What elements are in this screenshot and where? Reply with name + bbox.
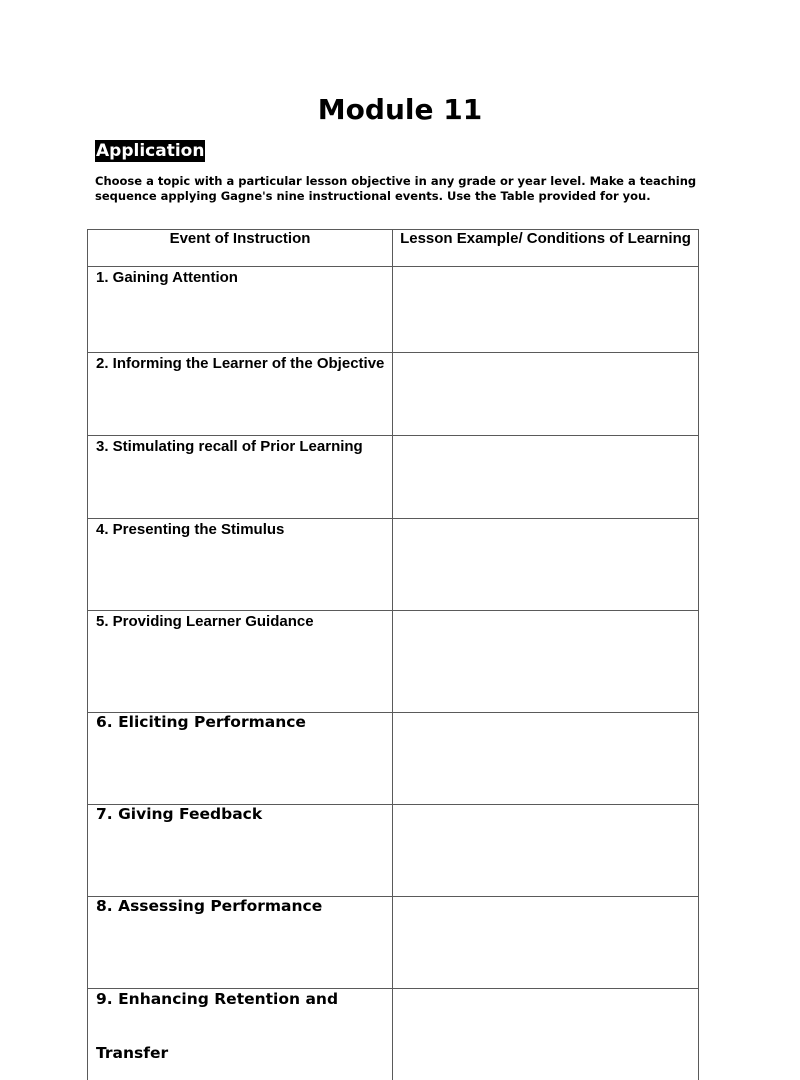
column-header-event: Event of Instruction — [88, 230, 393, 267]
lesson-example-cell[interactable] — [393, 436, 699, 519]
column-header-lesson-example: Lesson Example/ Conditions of Learning — [393, 230, 699, 267]
event-label: 1. Gaining Attention — [88, 267, 392, 288]
lesson-example-cell[interactable] — [393, 989, 699, 1080]
table-row — [88, 519, 699, 611]
event-label: 6. Eliciting Performance — [88, 713, 392, 731]
table-row — [88, 267, 699, 353]
event-cell — [88, 519, 393, 611]
table-header-row — [88, 230, 699, 267]
table-row — [88, 713, 699, 805]
lesson-example-cell[interactable] — [393, 897, 699, 989]
table-row — [88, 611, 699, 713]
event-label: 9. Enhancing Retention and Transfer — [88, 972, 392, 1080]
event-cell — [88, 436, 393, 519]
event-cell — [88, 989, 393, 1080]
event-label: 8. Assessing Performance — [88, 897, 392, 915]
event-label: 3. Stimulating recall of Prior Learning — [88, 436, 392, 457]
event-cell — [88, 805, 393, 897]
lesson-example-cell[interactable] — [393, 805, 699, 897]
event-cell — [88, 353, 393, 436]
table-row — [88, 353, 699, 436]
lesson-example-cell[interactable] — [393, 267, 699, 353]
event-cell — [88, 611, 393, 713]
table-row — [88, 436, 699, 519]
page-title: Module 11 — [0, 92, 800, 128]
event-label: 4. Presenting the Stimulus — [88, 519, 392, 540]
table-row — [88, 805, 699, 897]
instructions-text: Choose a topic with a particular lesson objective in any grade or year level. Make a teaching sequence applying Gagne's nine instructional events. Use the Table provided for you. — [95, 174, 705, 203]
section-heading: Application — [95, 140, 205, 162]
table-row — [88, 989, 699, 1080]
event-cell — [88, 267, 393, 353]
event-label: 7. Giving Feedback — [88, 805, 392, 823]
event-cell — [88, 713, 393, 805]
events-table — [87, 229, 699, 1080]
lesson-example-cell[interactable] — [393, 519, 699, 611]
lesson-example-cell[interactable] — [393, 713, 699, 805]
event-label: 2. Informing the Learner of the Objective — [88, 353, 392, 374]
lesson-example-cell[interactable] — [393, 353, 699, 436]
event-label: 5. Providing Learner Guidance — [88, 611, 392, 632]
lesson-example-cell[interactable] — [393, 611, 699, 713]
